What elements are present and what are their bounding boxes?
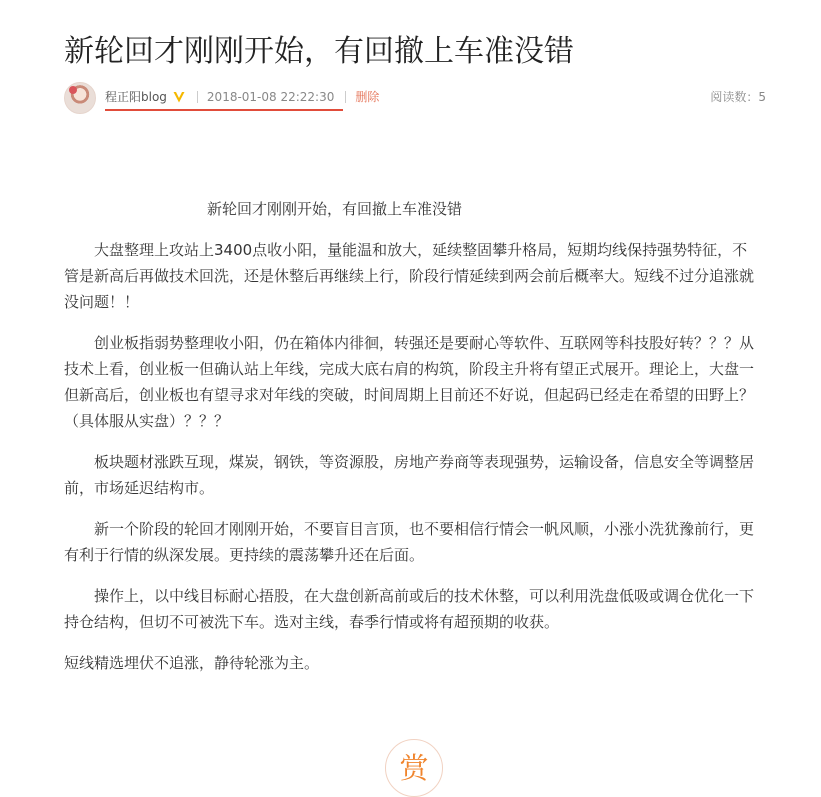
content-closing: 短线精选埋伏不追涨，静待轮涨为主。 [64, 654, 320, 672]
content-paragraph: 操作上，以中线目标耐心捂股，在大盘创新高前或后的技术休整，可以利用洗盘低吸或调仓优化一下持仓结构，但切不可被洗下车。选对主线，春季行情或将有超预期的收获。 [64, 587, 755, 631]
author-name-link[interactable]: 程正阳blog [105, 90, 167, 104]
content-paragraph: 板块题材涨跌互现，煤炭，钢铁，等资源股，房地产券商等表现强势，运输设备，信息安全等调整居前，市场延迟结构市。 [64, 453, 755, 497]
article-title: 新轮回才刚刚开始，有回撤上车准没错 [64, 34, 574, 69]
content-heading: 新轮回才刚刚开始，有回撤上车准没错 [207, 200, 463, 218]
meta-divider [197, 91, 198, 103]
content-paragraph: 大盘整理上攻站上3400点收小阳，量能温和放大，延续整固攀升格局，短期均线保持强势特征，不管是新高后再做技术回洗，还是休整后再继续上行，阶段行情延续到两会前后概率大。短线不过分追涨就没问题！！ [64, 241, 755, 311]
meta-highlight-underline [105, 109, 343, 111]
read-count [710, 88, 766, 106]
delete-link[interactable]: 删除 [355, 90, 380, 104]
user-avatar-icon[interactable] [64, 82, 96, 114]
reward-label: 赏 [399, 751, 429, 785]
meta-divider [345, 91, 346, 103]
content-paragraph: 创业板指弱势整理收小阳，仍在箱体内徘徊，转强还是要耐心等软件、互联网等科技股好转？？？从技术上看，创业板一但确认站上年线，完成大底右肩的构筑，阶段主升将有望正式展开。理论上，大盘一但新高后，创业板也有望寻求对年线的突破，时间周期上目前还不好说，但起码已经走在希望的田野上？（具体服从实盘）？？？ [64, 334, 755, 430]
article-content [64, 196, 758, 691]
publish-time: 2018-01-08 22:22:30 [206, 90, 335, 104]
read-count-label: 阅读数： [710, 90, 759, 104]
content-paragraph: 新一个阶段的轮回才刚刚开始，不要盲目言顶，也不要相信行情会一帆风顺，小涨小洗犹豫前行，更有利于行情的纵深发展。更持续的震荡攀升还在后面。 [64, 520, 755, 564]
verified-v-icon [172, 90, 186, 104]
read-count-value: 5 [758, 90, 766, 104]
article-meta-bar [64, 82, 766, 116]
avatar-flower-decoration [69, 86, 77, 94]
reward-button[interactable] [385, 739, 443, 797]
meta-line [105, 88, 379, 106]
